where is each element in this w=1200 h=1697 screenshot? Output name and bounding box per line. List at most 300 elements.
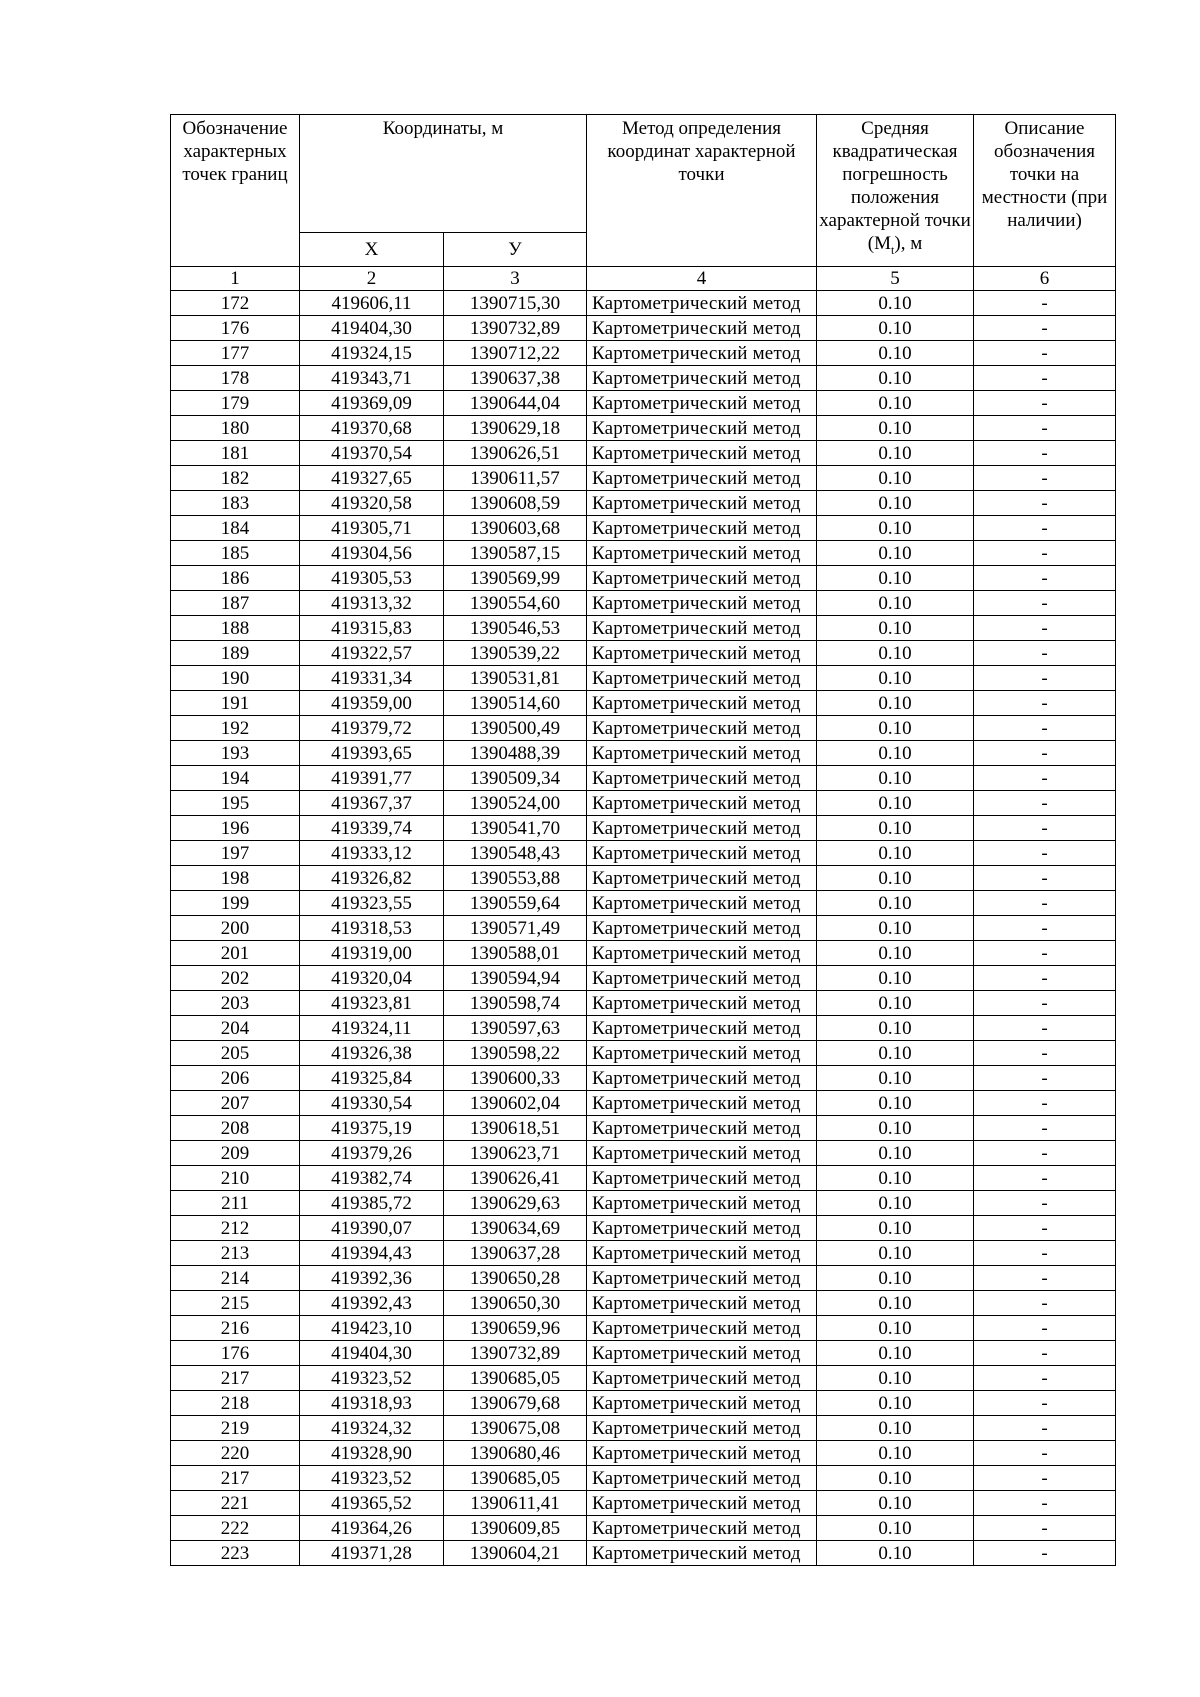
mean-error-cell: 0.10 [817, 1241, 974, 1266]
x-coordinate-cell: 419379,72 [300, 716, 444, 741]
description-cell: - [974, 791, 1116, 816]
y-coordinate-cell: 1390541,70 [444, 816, 587, 841]
x-coordinate-cell: 419304,56 [300, 541, 444, 566]
table-row [171, 991, 1116, 1016]
y-coordinate-cell: 1390618,51 [444, 1116, 587, 1141]
mean-error-cell: 0.10 [817, 816, 974, 841]
table-row [171, 666, 1116, 691]
x-coordinate-cell: 419323,55 [300, 891, 444, 916]
x-coordinate-cell: 419365,52 [300, 1491, 444, 1516]
point-id-cell: 201 [171, 941, 300, 966]
table-row [171, 541, 1116, 566]
y-coordinate-cell: 1390629,18 [444, 416, 587, 441]
description-cell: - [974, 841, 1116, 866]
mean-error-cell: 0.10 [817, 916, 974, 941]
x-coordinate-cell: 419382,74 [300, 1166, 444, 1191]
point-id-cell: 190 [171, 666, 300, 691]
mean-error-cell: 0.10 [817, 391, 974, 416]
y-coordinate-cell: 1390637,38 [444, 366, 587, 391]
table-row [171, 1166, 1116, 1191]
method-cell: Картометрический метод [587, 1216, 817, 1241]
method-cell: Картометрический метод [587, 391, 817, 416]
point-id-cell: 217 [171, 1466, 300, 1491]
method-cell: Картометрический метод [587, 1016, 817, 1041]
point-id-cell: 212 [171, 1216, 300, 1241]
table-row [171, 516, 1116, 541]
y-coordinate-cell: 1390608,59 [444, 491, 587, 516]
x-coordinate-cell: 419404,30 [300, 316, 444, 341]
x-coordinate-cell: 419305,71 [300, 516, 444, 541]
method-cell: Картометрический метод [587, 516, 817, 541]
table-row [171, 416, 1116, 441]
x-coordinate-cell: 419326,82 [300, 866, 444, 891]
description-cell: - [974, 641, 1116, 666]
x-coordinate-cell: 419318,93 [300, 1391, 444, 1416]
point-id-cell: 205 [171, 1041, 300, 1066]
point-id-cell: 211 [171, 1191, 300, 1216]
point-id-cell: 172 [171, 291, 300, 316]
column-number-row [171, 267, 1116, 291]
x-coordinate-cell: 419323,52 [300, 1466, 444, 1491]
mean-error-cell: 0.10 [817, 366, 974, 391]
method-cell: Картометрический метод [587, 691, 817, 716]
table-row [171, 391, 1116, 416]
point-id-cell: 180 [171, 416, 300, 441]
mean-error-cell: 0.10 [817, 441, 974, 466]
table-row [171, 966, 1116, 991]
point-id-cell: 200 [171, 916, 300, 941]
mean-error-cell: 0.10 [817, 516, 974, 541]
point-id-cell: 206 [171, 1066, 300, 1091]
point-id-cell: 192 [171, 716, 300, 741]
x-coordinate-cell: 419331,34 [300, 666, 444, 691]
description-cell: - [974, 1491, 1116, 1516]
point-id-cell: 194 [171, 766, 300, 791]
x-coordinate-cell: 419325,84 [300, 1066, 444, 1091]
method-cell: Картометрический метод [587, 1066, 817, 1091]
method-cell: Картометрический метод [587, 1041, 817, 1066]
y-coordinate-cell: 1390569,99 [444, 566, 587, 591]
method-cell: Картометрический метод [587, 291, 817, 316]
mean-error-cell: 0.10 [817, 341, 974, 366]
point-id-cell: 184 [171, 516, 300, 541]
x-coordinate-cell: 419327,65 [300, 466, 444, 491]
mean-error-cell: 0.10 [817, 1316, 974, 1341]
description-cell: - [974, 1116, 1116, 1141]
point-id-cell: 181 [171, 441, 300, 466]
table-row [171, 791, 1116, 816]
method-cell: Картометрический метод [587, 1091, 817, 1116]
description-cell: - [974, 1016, 1116, 1041]
method-cell: Картометрический метод [587, 666, 817, 691]
mean-error-cell: 0.10 [817, 466, 974, 491]
table-row [171, 1191, 1116, 1216]
mean-error-cell: 0.10 [817, 291, 974, 316]
y-coordinate-cell: 1390588,01 [444, 941, 587, 966]
table-row [171, 641, 1116, 666]
method-cell: Картометрический метод [587, 1341, 817, 1366]
description-cell: - [974, 416, 1116, 441]
point-id-cell: 220 [171, 1441, 300, 1466]
x-coordinate-cell: 419423,10 [300, 1316, 444, 1341]
method-cell: Картометрический метод [587, 1466, 817, 1491]
method-cell: Картометрический метод [587, 991, 817, 1016]
mean-error-cell: 0.10 [817, 1391, 974, 1416]
table-row [171, 1441, 1116, 1466]
y-coordinate-cell: 1390650,30 [444, 1291, 587, 1316]
point-id-cell: 208 [171, 1116, 300, 1141]
point-id-cell: 218 [171, 1391, 300, 1416]
point-id-cell: 210 [171, 1166, 300, 1191]
description-cell: - [974, 441, 1116, 466]
x-coordinate-cell: 419364,26 [300, 1516, 444, 1541]
x-coordinate-cell: 419315,83 [300, 616, 444, 641]
method-cell: Картометрический метод [587, 1141, 817, 1166]
mean-error-cell: 0.10 [817, 566, 974, 591]
y-coordinate-cell: 1390680,46 [444, 1441, 587, 1466]
description-cell: - [974, 966, 1116, 991]
column-number: 1 [171, 267, 300, 291]
description-cell: - [974, 716, 1116, 741]
table-row [171, 1291, 1116, 1316]
table-row [171, 916, 1116, 941]
x-coordinate-cell: 419370,54 [300, 441, 444, 466]
mean-error-cell: 0.10 [817, 641, 974, 666]
y-coordinate-cell: 1390626,41 [444, 1166, 587, 1191]
method-cell: Картометрический метод [587, 341, 817, 366]
mean-error-cell: 0.10 [817, 1066, 974, 1091]
method-cell: Картометрический метод [587, 466, 817, 491]
table-row [171, 1016, 1116, 1041]
description-cell: - [974, 616, 1116, 641]
point-id-cell: 216 [171, 1316, 300, 1341]
x-coordinate-cell: 419305,53 [300, 566, 444, 591]
table-row [171, 316, 1116, 341]
method-cell: Картометрический метод [587, 766, 817, 791]
description-cell: - [974, 991, 1116, 1016]
method-cell: Картометрический метод [587, 641, 817, 666]
table-row [171, 766, 1116, 791]
method-cell: Картометрический метод [587, 916, 817, 941]
table-row [171, 1041, 1116, 1066]
mean-error-cell: 0.10 [817, 1541, 974, 1566]
y-coordinate-cell: 1390594,94 [444, 966, 587, 991]
mean-error-cell: 0.10 [817, 316, 974, 341]
y-coordinate-cell: 1390514,60 [444, 691, 587, 716]
description-cell: - [974, 941, 1116, 966]
point-id-cell: 217 [171, 1366, 300, 1391]
description-cell: - [974, 1341, 1116, 1366]
method-cell: Картометрический метод [587, 316, 817, 341]
point-id-cell: 188 [171, 616, 300, 641]
method-cell: Картометрический метод [587, 841, 817, 866]
point-id-cell: 197 [171, 841, 300, 866]
point-id-cell: 191 [171, 691, 300, 716]
method-cell: Картометрический метод [587, 716, 817, 741]
table-row [171, 341, 1116, 366]
x-coordinate-cell: 419390,07 [300, 1216, 444, 1241]
y-coordinate-cell: 1390500,49 [444, 716, 587, 741]
method-cell: Картометрический метод [587, 1416, 817, 1441]
method-cell: Картометрический метод [587, 816, 817, 841]
method-cell: Картометрический метод [587, 866, 817, 891]
method-cell: Картометрический метод [587, 1491, 817, 1516]
header-x: X [300, 233, 444, 267]
table-row [171, 1241, 1116, 1266]
description-cell: - [974, 366, 1116, 391]
header-method: Метод определения координат характерной точки [587, 115, 817, 267]
description-cell: - [974, 566, 1116, 591]
point-id-cell: 209 [171, 1141, 300, 1166]
method-cell: Картометрический метод [587, 1241, 817, 1266]
x-coordinate-cell: 419326,38 [300, 1041, 444, 1066]
x-coordinate-cell: 419324,15 [300, 341, 444, 366]
method-cell: Картометрический метод [587, 941, 817, 966]
mean-error-cell: 0.10 [817, 616, 974, 641]
table-row [171, 1416, 1116, 1441]
y-coordinate-cell: 1390715,30 [444, 291, 587, 316]
mean-error-cell: 0.10 [817, 766, 974, 791]
x-coordinate-cell: 419328,90 [300, 1441, 444, 1466]
y-coordinate-cell: 1390524,00 [444, 791, 587, 816]
table-row [171, 366, 1116, 391]
mean-error-cell: 0.10 [817, 1516, 974, 1541]
x-coordinate-cell: 419371,28 [300, 1541, 444, 1566]
x-coordinate-cell: 419320,04 [300, 966, 444, 991]
x-coordinate-cell: 419313,32 [300, 591, 444, 616]
description-cell: - [974, 1441, 1116, 1466]
x-coordinate-cell: 419319,00 [300, 941, 444, 966]
column-number: 6 [974, 267, 1116, 291]
point-id-cell: 176 [171, 1341, 300, 1366]
table-row [171, 1341, 1116, 1366]
mean-error-cell: 0.10 [817, 1016, 974, 1041]
y-coordinate-cell: 1390604,21 [444, 1541, 587, 1566]
description-cell: - [974, 1416, 1116, 1441]
table-row [171, 716, 1116, 741]
point-id-cell: 198 [171, 866, 300, 891]
mean-error-cell: 0.10 [817, 591, 974, 616]
method-cell: Картометрический метод [587, 1391, 817, 1416]
description-cell: - [974, 866, 1116, 891]
x-coordinate-cell: 419343,71 [300, 366, 444, 391]
mean-error-cell: 0.10 [817, 941, 974, 966]
description-cell: - [974, 541, 1116, 566]
description-cell: - [974, 691, 1116, 716]
mean-error-cell: 0.10 [817, 866, 974, 891]
x-coordinate-cell: 419370,68 [300, 416, 444, 441]
method-cell: Картометрический метод [587, 1516, 817, 1541]
x-coordinate-cell: 419359,00 [300, 691, 444, 716]
point-id-cell: 183 [171, 491, 300, 516]
point-id-cell: 221 [171, 1491, 300, 1516]
point-id-cell: 187 [171, 591, 300, 616]
table-body [171, 291, 1116, 1566]
table-row [171, 466, 1116, 491]
x-coordinate-cell: 419394,43 [300, 1241, 444, 1266]
y-coordinate-cell: 1390539,22 [444, 641, 587, 666]
mean-error-cell: 0.10 [817, 416, 974, 441]
point-id-cell: 222 [171, 1516, 300, 1541]
point-id-cell: 213 [171, 1241, 300, 1266]
y-coordinate-cell: 1390602,04 [444, 1091, 587, 1116]
x-coordinate-cell: 419606,11 [300, 291, 444, 316]
method-cell: Картометрический метод [587, 1291, 817, 1316]
y-coordinate-cell: 1390600,33 [444, 1066, 587, 1091]
method-cell: Картометрический метод [587, 791, 817, 816]
mean-error-cell: 0.10 [817, 841, 974, 866]
x-coordinate-cell: 419323,52 [300, 1366, 444, 1391]
method-cell: Картометрический метод [587, 541, 817, 566]
point-id-cell: 214 [171, 1266, 300, 1291]
method-cell: Картометрический метод [587, 741, 817, 766]
description-cell: - [974, 1241, 1116, 1266]
y-coordinate-cell: 1390553,88 [444, 866, 587, 891]
description-cell: - [974, 1541, 1116, 1566]
table-row [171, 491, 1116, 516]
method-cell: Картометрический метод [587, 591, 817, 616]
method-cell: Картометрический метод [587, 616, 817, 641]
description-cell: - [974, 1391, 1116, 1416]
table-row [171, 941, 1116, 966]
method-cell: Картометрический метод [587, 1316, 817, 1341]
y-coordinate-cell: 1390732,89 [444, 316, 587, 341]
mean-error-cell: 0.10 [817, 741, 974, 766]
y-coordinate-cell: 1390732,89 [444, 1341, 587, 1366]
method-cell: Картометрический метод [587, 491, 817, 516]
point-id-cell: 215 [171, 1291, 300, 1316]
point-id-cell: 219 [171, 1416, 300, 1441]
point-id-cell: 178 [171, 366, 300, 391]
description-cell: - [974, 1191, 1116, 1216]
y-coordinate-cell: 1390634,69 [444, 1216, 587, 1241]
description-cell: - [974, 1266, 1116, 1291]
point-id-cell: 202 [171, 966, 300, 991]
header-coordinates: Координаты, м [300, 115, 587, 233]
mean-error-cell: 0.10 [817, 1291, 974, 1316]
description-cell: - [974, 491, 1116, 516]
description-cell: - [974, 291, 1116, 316]
method-cell: Картометрический метод [587, 566, 817, 591]
table-row [171, 866, 1116, 891]
mean-error-cell: 0.10 [817, 1091, 974, 1116]
point-id-cell: 185 [171, 541, 300, 566]
method-cell: Картометрический метод [587, 1541, 817, 1566]
mean-error-cell: 0.10 [817, 541, 974, 566]
column-number: 3 [444, 267, 587, 291]
description-cell: - [974, 591, 1116, 616]
table-row [171, 1216, 1116, 1241]
y-coordinate-cell: 1390685,05 [444, 1366, 587, 1391]
x-coordinate-cell: 419404,30 [300, 1341, 444, 1366]
table-row [171, 1541, 1116, 1566]
method-cell: Картометрический метод [587, 891, 817, 916]
mean-error-cell: 0.10 [817, 791, 974, 816]
method-cell: Картометрический метод [587, 1266, 817, 1291]
method-cell: Картометрический метод [587, 1166, 817, 1191]
point-id-cell: 195 [171, 791, 300, 816]
description-cell: - [974, 1091, 1116, 1116]
mean-error-cell: 0.10 [817, 1266, 974, 1291]
y-coordinate-cell: 1390587,15 [444, 541, 587, 566]
mean-error-cell: 0.10 [817, 1216, 974, 1241]
x-coordinate-cell: 419323,81 [300, 991, 444, 1016]
point-id-cell: 193 [171, 741, 300, 766]
description-cell: - [974, 316, 1116, 341]
x-coordinate-cell: 419330,54 [300, 1091, 444, 1116]
point-id-cell: 204 [171, 1016, 300, 1041]
point-id-cell: 177 [171, 341, 300, 366]
table-row [171, 291, 1116, 316]
y-coordinate-cell: 1390637,28 [444, 1241, 587, 1266]
table-row [171, 1266, 1116, 1291]
y-coordinate-cell: 1390679,68 [444, 1391, 587, 1416]
x-coordinate-cell: 419333,12 [300, 841, 444, 866]
table-row [171, 441, 1116, 466]
mean-error-cell: 0.10 [817, 1141, 974, 1166]
description-cell: - [974, 466, 1116, 491]
header-y: У [444, 233, 587, 267]
x-coordinate-cell: 419392,36 [300, 1266, 444, 1291]
mean-error-cell: 0.10 [817, 491, 974, 516]
mean-error-cell: 0.10 [817, 1466, 974, 1491]
method-cell: Картометрический метод [587, 416, 817, 441]
y-coordinate-cell: 1390629,63 [444, 1191, 587, 1216]
description-cell: - [974, 1516, 1116, 1541]
point-id-cell: 199 [171, 891, 300, 916]
y-coordinate-cell: 1390659,96 [444, 1316, 587, 1341]
method-cell: Картометрический метод [587, 1366, 817, 1391]
table-row [171, 1316, 1116, 1341]
x-coordinate-cell: 419367,37 [300, 791, 444, 816]
description-cell: - [974, 1216, 1116, 1241]
description-cell: - [974, 1316, 1116, 1341]
y-coordinate-cell: 1390531,81 [444, 666, 587, 691]
y-coordinate-cell: 1390685,05 [444, 1466, 587, 1491]
x-coordinate-cell: 419318,53 [300, 916, 444, 941]
mean-error-cell: 0.10 [817, 1166, 974, 1191]
description-cell: - [974, 1466, 1116, 1491]
description-cell: - [974, 516, 1116, 541]
description-cell: - [974, 1066, 1116, 1091]
x-coordinate-cell: 419339,74 [300, 816, 444, 841]
description-cell: - [974, 766, 1116, 791]
y-coordinate-cell: 1390623,71 [444, 1141, 587, 1166]
table-row [171, 741, 1116, 766]
column-number: 5 [817, 267, 974, 291]
x-coordinate-cell: 419385,72 [300, 1191, 444, 1216]
point-id-cell: 223 [171, 1541, 300, 1566]
x-coordinate-cell: 419322,57 [300, 641, 444, 666]
mean-error-cell: 0.10 [817, 1366, 974, 1391]
y-coordinate-cell: 1390488,39 [444, 741, 587, 766]
method-cell: Картометрический метод [587, 441, 817, 466]
y-coordinate-cell: 1390611,57 [444, 466, 587, 491]
method-cell: Картометрический метод [587, 1116, 817, 1141]
point-id-cell: 179 [171, 391, 300, 416]
y-coordinate-cell: 1390509,34 [444, 766, 587, 791]
x-coordinate-cell: 419375,19 [300, 1116, 444, 1141]
header-mean-error: Средняя квадратическая погрешность положения характерной точки $(M_t)$, м [817, 115, 974, 267]
description-cell: - [974, 916, 1116, 941]
header-point: Обозначение характерных точек границ [171, 115, 300, 267]
mean-error-cell: 0.10 [817, 1041, 974, 1066]
point-id-cell: 176 [171, 316, 300, 341]
description-cell: - [974, 1166, 1116, 1191]
x-coordinate-cell: 419320,58 [300, 491, 444, 516]
table-row [171, 1466, 1116, 1491]
y-coordinate-cell: 1390598,74 [444, 991, 587, 1016]
